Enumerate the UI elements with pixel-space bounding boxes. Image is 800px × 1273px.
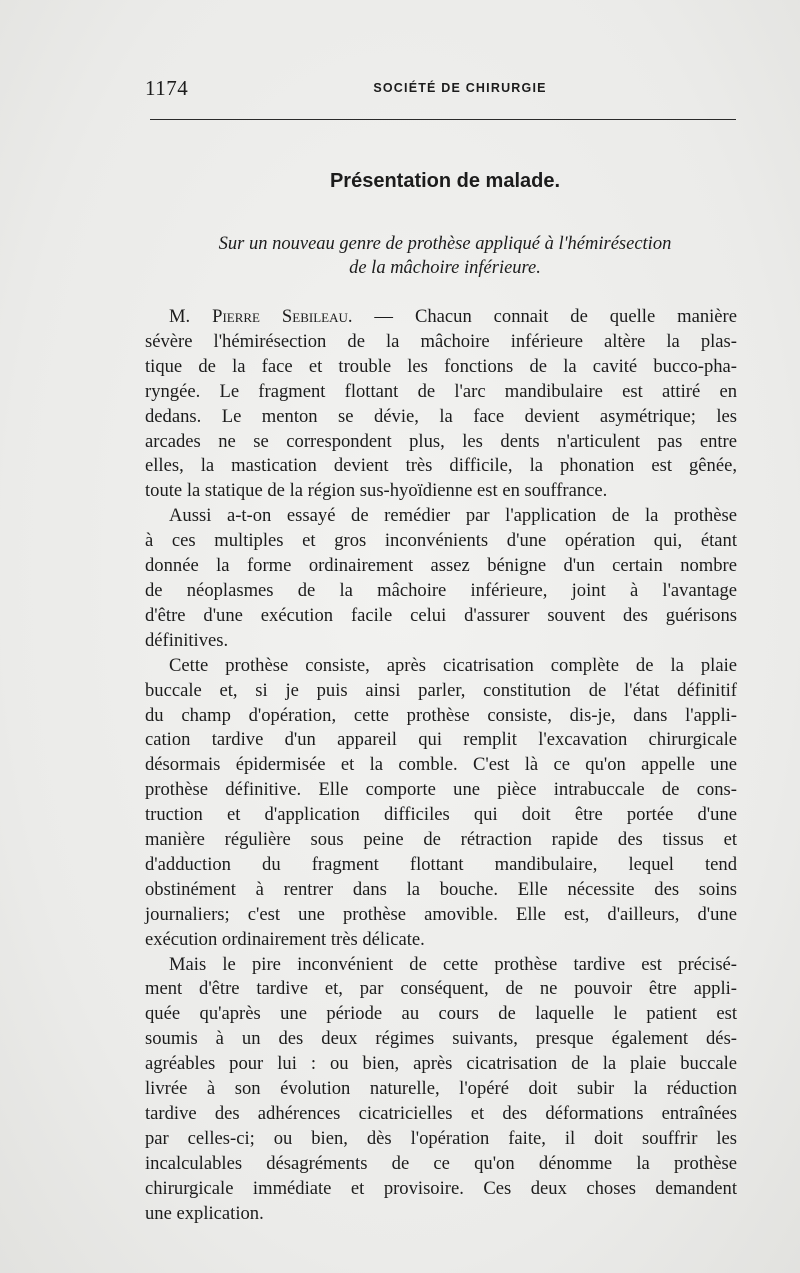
- paragraph: [145, 953, 737, 1227]
- text-line: exécution ordinairement très délicate.: [145, 928, 425, 950]
- text-line: Cette prothèse consiste, après cicatrisation complète de la plaie: [169, 654, 737, 676]
- text-line: d'être d'une exécution facile celui d'assurer souvent des guérisons: [145, 604, 737, 626]
- text-line: par celles-ci; ou bien, dès l'opération faite, il doit souffrir les: [145, 1127, 737, 1149]
- text-line: une explication.: [145, 1202, 264, 1224]
- page-header: [145, 76, 735, 102]
- speaker-prefix: M.: [169, 306, 213, 327]
- text-line: chirurgicale immédiate et provisoire. Ces deux choses demandent: [145, 1177, 737, 1199]
- text-line: définitives.: [145, 629, 229, 651]
- text-line: ment d'être tardive et, par conséquent, de ne pouvoir être appli-: [145, 978, 737, 1000]
- article-subtitle: [145, 232, 745, 280]
- subtitle-line: de la mâchoire inférieure.: [349, 258, 541, 278]
- text-line: Mais le pire inconvénient de cette prothèse tardive est précisé-: [169, 953, 737, 975]
- subtitle-line: Sur un nouveau genre de prothèse appliqué à l'hémirésection: [218, 234, 672, 254]
- text-line: obstinément à rentrer dans la bouche. Elle nécessite des soins: [145, 878, 737, 900]
- text-line: buccale et, si je puis ainsi parler, constitution de l'état définitif: [145, 679, 737, 701]
- text-line: arcades ne se correspondent plus, les dents n'articulent pas entre: [145, 430, 737, 452]
- section-title: Présentation de malade.: [329, 170, 561, 192]
- text-line: incalculables désagréments de ce qu'on dénomme la prothèse: [145, 1152, 737, 1174]
- text-line: prothèse définitive. Elle comporte une pièce intrabuccale de cons-: [145, 779, 737, 801]
- paragraph: [145, 654, 737, 953]
- text-line: dedans. Le menton se dévie, la face devient asymétrique; les: [145, 405, 737, 427]
- text-line: agréables pour lui : ou bien, après cicatrisation de la plaie buccale: [145, 1053, 737, 1075]
- text-line: donnée la forme ordinairement assez bénigne d'un certain nombre: [145, 555, 737, 577]
- text-line: quée qu'après une période au cours de laquelle le patient est: [145, 1003, 737, 1025]
- page-number: 1174: [145, 76, 189, 100]
- paragraph: [145, 305, 737, 504]
- text-line: toute la statique de la région sus-hyoïdienne est en souffrance.: [145, 480, 608, 502]
- text-line: ryngée. Le fragment flottant de l'arc mandibulaire est attiré en: [145, 380, 737, 402]
- speaker-name: Pierre Sebileau.: [212, 306, 353, 327]
- text-line: tique de la face et trouble les fonctions de la cavité bucco-pha-: [145, 355, 737, 377]
- text-line: à ces multiples et gros inconvénients d'une opération qui, étant: [145, 530, 737, 552]
- body-text: [145, 305, 737, 1227]
- text-line: manière régulière sous peine de rétraction rapide des tissus et: [145, 829, 737, 851]
- text-fragment: — Chacun connait de quelle manière: [352, 306, 737, 327]
- text-line: de néoplasmes de la mâchoire inférieure, joint à l'avantage: [145, 579, 737, 601]
- running-title: SOCIÉTÉ DE CHIRURGIE: [373, 81, 547, 95]
- paragraph: [145, 504, 737, 653]
- text-line: sévère l'hémirésection de la mâchoire inférieure altère la plas-: [145, 330, 737, 352]
- text-line: cation tardive d'un appareil qui remplit l'excavation chirurgicale: [145, 729, 737, 751]
- text-line: journaliers; c'est une prothèse amovible. Elle est, d'ailleurs, d'une: [145, 903, 737, 925]
- text-line: truction et d'application difficiles qui doit être portée d'une: [145, 804, 737, 826]
- text-line: soumis à un des deux régimes suivants, presque également dés-: [145, 1028, 737, 1050]
- text-line: du champ d'opération, cette prothèse consiste, dis-je, dans l'appli-: [145, 704, 737, 726]
- text-line: Aussi a-t-on essayé de remédier par l'application de la prothèse: [169, 505, 737, 527]
- text-line: désormais épidermisée et la comble. C'est là ce qu'on appelle une: [145, 754, 737, 776]
- text-line: elles, la mastication devient très difficile, la phonation est gênée,: [145, 455, 737, 477]
- text-line: tardive des adhérences cicatricielles et des déformations entraînées: [145, 1103, 737, 1124]
- text-line: d'adduction du fragment flottant mandibulaire, lequel tend: [145, 853, 737, 875]
- text-line: livrée à son évolution naturelle, l'opéré doit subir la réduction: [145, 1078, 737, 1100]
- header-rule: [150, 119, 736, 120]
- text-line: [145, 305, 737, 330]
